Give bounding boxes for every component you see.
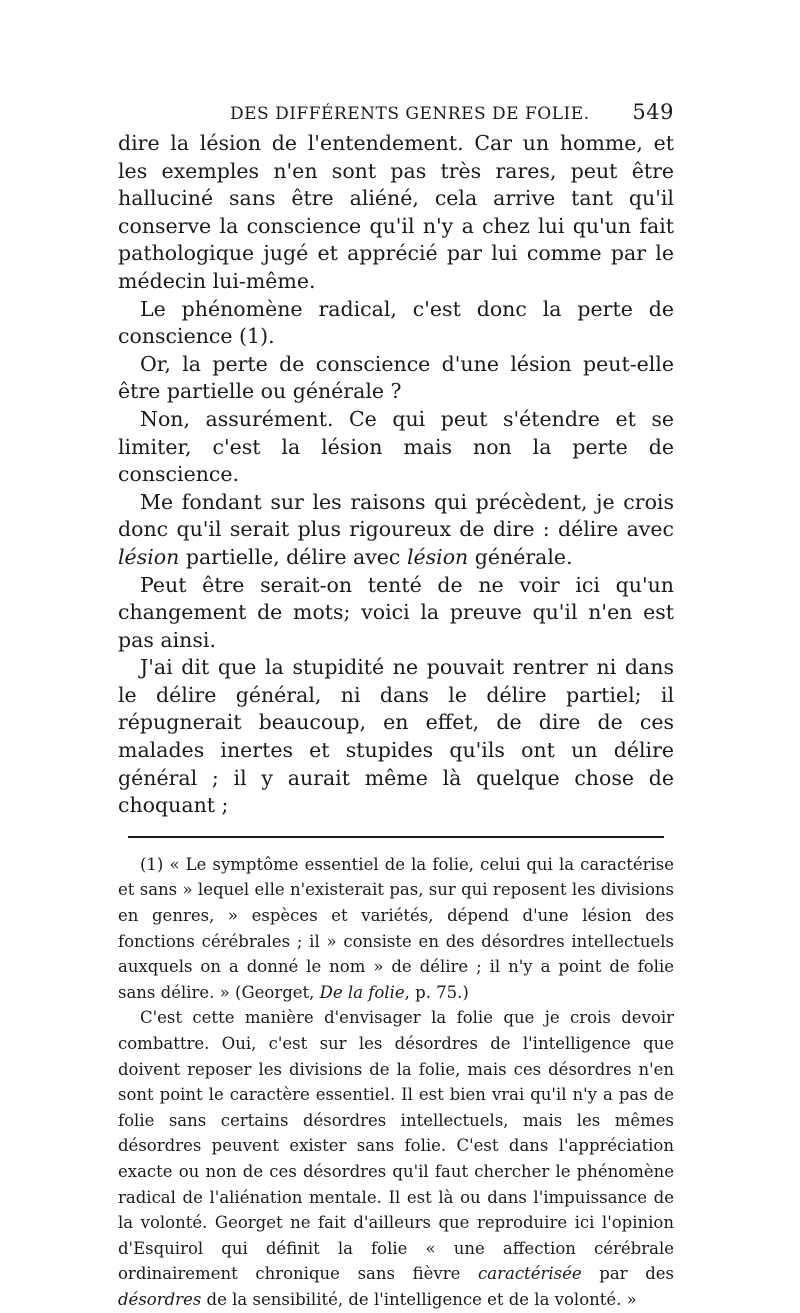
text-run: de la sensibilité, de l'intelligence et de la volonté. »: [201, 1289, 637, 1309]
italic-term: lésion: [118, 544, 180, 569]
italic-term: lésion: [406, 544, 469, 569]
page-number: 549: [632, 100, 674, 124]
italic-term: désordres: [118, 1289, 202, 1309]
paragraph-stupidity: J'ai dit que la stupidité ne pouvait rentrer ni dans le délire général, ni dans le délire partiel; il répugnerait beaucoup, en effet, de dire de ces malades inertes et stupides qu'ils ont un délire général ; il y aurait même là quelque chose de choquant ;: [118, 655, 674, 818]
footnote-rule: [128, 836, 664, 838]
paragraph-continuation: dire la lésion de l'entendement. Car un homme, et les exemples n'en sont pas très rares, peut être halluciné sans être aliéné, cela arrive tant qu'il conserve la conscience qu'il n'y a chez lui qu'un fait pathologique jugé et apprécié par lui comme par le médecin lui-même.: [118, 131, 674, 293]
running-title: DES DIFFÉRENTS GENRES DE FOLIE.: [230, 104, 590, 124]
text-run: générale.: [468, 544, 573, 569]
paragraph-conclusion: [118, 489, 674, 572]
paragraph-answer: Non, assurément. Ce qui peut s'étendre et se limiter, c'est la lésion mais non la perte de conscience.: [118, 406, 674, 487]
running-head: [118, 100, 674, 124]
footnote-continuation: [118, 1005, 674, 1312]
italic-title: De la folie: [319, 982, 405, 1002]
paragraph-question: Or, la perte de conscience d'une lésion peut-elle être partielle ou générale ?: [118, 351, 674, 404]
text-run: partielle, délire avec: [179, 544, 407, 569]
text-run: par des: [581, 1264, 675, 1284]
footnote-1: [118, 852, 674, 1006]
book-page: [118, 100, 674, 1313]
paragraph-proof: Peut être serait-on tenté de ne voir ici qu'un changement de mots; voici la preuve qu'il n'en est pas ainsi.: [118, 572, 674, 652]
footnotes: [118, 852, 674, 1313]
text-run: , p. 75.): [404, 982, 469, 1002]
main-text: [118, 130, 674, 820]
text-run: C'est cette manière d'envisager la folie que je crois devoir combattre. Oui, c'est sur les désordres de l'intelligence que doivent reposer les divisions de la folie, mais ces désordres n'en sont point le caractère essentiel. Il est bien vrai qu'il n'y a pas de folie sans certains désordres intellectuels, mais les mêmes désordres peuvent exister sans folie. C'est dans l'appréciation exacte ou non de ces désordres qu'il faut chercher le phénomène radical de l'aliénation mentale. Il est là ou dans l'impuissance de la volonté. Georget ne fait d'ailleurs que reproduire ici l'opinion d'Esquirol qui définit la folie « une affection cérébrale ordinairement chronique sans fièvre: [118, 1008, 674, 1284]
text-run: Me fondant sur les raisons qui précèdent, je crois donc qu'il serait plus rigoureux de dire : délire avec: [118, 489, 674, 542]
text-run: (1) « Le symptôme essentiel de la folie, celui qui la caractérise et sans » lequel elle n'existerait pas, sur qui reposent les divisions en genres, » espèces et variétés, dépend d'une lésion des fonctions cérébrales ; il » consiste en des désordres intellectuels auxquels on a donné le nom » de délire ; il n'y a point de folie sans délire. » (Georget,: [118, 854, 674, 1002]
paragraph-radical-phenomenon: Le phénomène radical, c'est donc la perte de conscience (1).: [118, 296, 674, 349]
italic-term: caractérisée: [478, 1264, 582, 1284]
